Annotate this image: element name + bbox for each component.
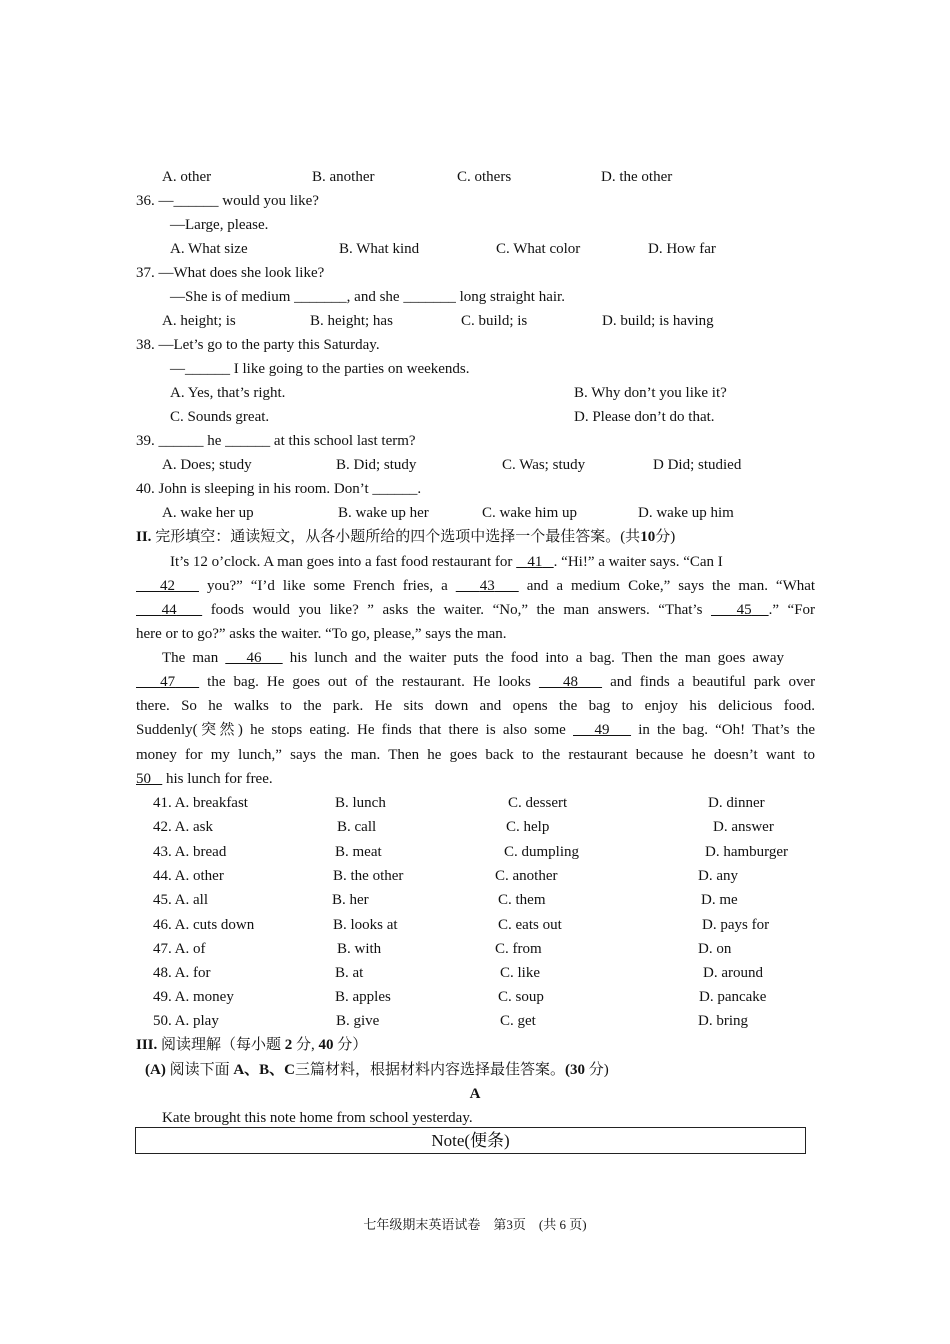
q36-option-c: C. What color bbox=[496, 241, 581, 257]
blank-46 bbox=[225, 650, 282, 666]
sub-a-text: 阅读下面 bbox=[169, 1062, 230, 1078]
passage-line-10 bbox=[136, 770, 273, 788]
cloze-43-d: D. hamburger bbox=[705, 844, 789, 860]
cloze-44-b: B. the other bbox=[333, 868, 404, 884]
passage-text: the bag. He goes out of the restaurant. He looks bbox=[207, 674, 531, 690]
cloze-48-d: D. around bbox=[703, 965, 763, 981]
cloze-42-b: B. call bbox=[337, 819, 377, 835]
cloze-50-a: 50. A. play bbox=[153, 1013, 219, 1029]
cloze-50-d: D. bring bbox=[698, 1013, 748, 1029]
cloze-41-a: 41. A. breakfast bbox=[153, 795, 248, 811]
blank-42 bbox=[136, 578, 199, 594]
passage-line-8 bbox=[136, 721, 815, 739]
passage-text: It’s 12 o’clock. A man goes into a fast food restaurant for bbox=[170, 554, 513, 570]
q37-option-d: D. build; is having bbox=[602, 313, 714, 329]
blank-43-number: 43 bbox=[479, 578, 495, 594]
q40-option-a: A. wake her up bbox=[162, 505, 254, 521]
cloze-45-c: C. them bbox=[498, 892, 546, 908]
section-3-mid: 分, bbox=[296, 1037, 315, 1053]
cloze-43-c: C. dumpling bbox=[504, 844, 580, 860]
cloze-47-c: C. from bbox=[495, 941, 542, 957]
q37-answer-line: —She is of medium _______, and she _______ long straight hair. bbox=[170, 289, 565, 305]
blank-46-number: 46 bbox=[246, 650, 262, 666]
cloze-46-c: C. eats out bbox=[498, 917, 562, 933]
section-2-unit: 分) bbox=[655, 529, 676, 545]
sub-a-points: (30 bbox=[565, 1062, 586, 1078]
passage-line-9: money for my lunch,” says the man. Then he goes back to the restaurant because he doesn’t want to bbox=[136, 747, 815, 763]
q36-option-a: A. What size bbox=[170, 241, 248, 257]
cloze-49-d: D. pancake bbox=[699, 989, 767, 1005]
blank-48-number: 48 bbox=[562, 674, 578, 690]
cloze-44-d: D. any bbox=[698, 868, 738, 884]
passage-text: and a medium Coke,” says the man. “What bbox=[526, 578, 816, 594]
blank-41-number: 41 bbox=[527, 554, 543, 570]
cloze-49-c: C. soup bbox=[498, 989, 544, 1005]
q40-option-b: B. wake up her bbox=[338, 505, 429, 521]
cloze-43-b: B. meat bbox=[335, 844, 382, 860]
q37-option-c: C. build; is bbox=[461, 313, 528, 329]
cloze-45-d: D. me bbox=[701, 892, 738, 908]
q39-option-b: B. Did; study bbox=[336, 457, 417, 473]
q37-option-b: B. height; has bbox=[310, 313, 393, 329]
cloze-49-b: B. apples bbox=[335, 989, 391, 1005]
cloze-47-b: B. with bbox=[337, 941, 382, 957]
cloze-48-a: 48. A. for bbox=[153, 965, 211, 981]
section-2-text: 完形填空：通读短文，从各小题所给的四个选项中选择一个最佳答案。(共 bbox=[155, 529, 641, 545]
cloze-48-c: C. like bbox=[500, 965, 540, 981]
sub-a-text-2: 三篇材料，根据材料内容选择最佳答案。 bbox=[295, 1062, 566, 1078]
cloze-41-c: C. dessert bbox=[508, 795, 568, 811]
section-2-heading bbox=[136, 528, 675, 546]
blank-47-number: 47 bbox=[160, 674, 176, 690]
passage-text: you?” “I’d like some French fries, a bbox=[206, 578, 448, 594]
passage-line-2 bbox=[136, 577, 815, 595]
section-2-points: 10 bbox=[640, 529, 656, 545]
q40-stem: 40. John is sleeping in his room. Don’t ______. bbox=[136, 481, 422, 497]
cloze-46-a: 46. A. cuts down bbox=[153, 917, 255, 933]
blank-49-number: 49 bbox=[594, 722, 610, 738]
cloze-45-b: B. her bbox=[332, 892, 369, 908]
passage-line-6 bbox=[136, 673, 815, 691]
q35-option-a: A. other bbox=[162, 169, 212, 185]
passage-line-4: here or to go?” asks the waiter. “To go, please,” says the man. bbox=[136, 626, 507, 642]
blank-43 bbox=[456, 578, 519, 594]
passage-line-5 bbox=[162, 649, 784, 667]
blank-47 bbox=[136, 674, 199, 690]
passage-text: his lunch for free. bbox=[166, 771, 273, 787]
passage-line-1 bbox=[170, 553, 723, 571]
q39-option-a: A. Does; study bbox=[162, 457, 252, 473]
cloze-45-a: 45. A. all bbox=[153, 892, 208, 908]
blank-48 bbox=[539, 674, 602, 690]
blank-45-number: 45 bbox=[736, 602, 752, 618]
q38-stem: 38. —Let’s go to the party this Saturday. bbox=[136, 337, 380, 353]
blank-42-number: 42 bbox=[159, 578, 175, 594]
blank-44 bbox=[136, 602, 202, 618]
q36-answer-line: —Large, please. bbox=[170, 217, 269, 233]
section-3-number: III. bbox=[136, 1037, 158, 1053]
q38-answer-line: —______ I like going to the parties on weekends. bbox=[170, 361, 470, 377]
q38-option-a: A. Yes, that’s right. bbox=[170, 385, 286, 401]
passage-a-intro: Kate brought this note home from school yesterday. bbox=[162, 1110, 473, 1126]
q36-option-d: D. How far bbox=[648, 241, 716, 257]
q39-stem: 39. ______ he ______ at this school last term? bbox=[136, 433, 416, 449]
sub-a-letters: A、B、C bbox=[233, 1062, 296, 1078]
section-3-unit: 分） bbox=[337, 1037, 368, 1053]
q38-option-d: D. Please don’t do that. bbox=[574, 409, 715, 425]
note-box bbox=[135, 1127, 806, 1154]
cloze-43-a: 43. A. bread bbox=[153, 844, 227, 860]
passage-text: and finds a beautiful park over bbox=[610, 674, 816, 690]
cloze-47-a: 47. A. of bbox=[153, 941, 206, 957]
note-title: Note(便条) bbox=[431, 1131, 510, 1150]
blank-41 bbox=[516, 554, 554, 570]
q35-option-b: B. another bbox=[312, 169, 375, 185]
cloze-48-b: B. at bbox=[335, 965, 364, 981]
cloze-42-d: D. answer bbox=[713, 819, 774, 835]
cloze-42-a: 42. A. ask bbox=[153, 819, 213, 835]
passage-line-7: there. So he walks to the park. He sits down and opens the bag to enjoy his delicious food. bbox=[136, 698, 815, 714]
q37-stem: 37. —What does she look like? bbox=[136, 265, 325, 281]
cloze-50-c: C. get bbox=[500, 1013, 536, 1029]
passage-text: The man bbox=[162, 650, 219, 666]
passage-text: his lunch and the waiter puts the food into a bag. Then the man goes away bbox=[289, 650, 785, 666]
q40-option-c: C. wake him up bbox=[482, 505, 577, 521]
q36-stem: 36. —______ would you like? bbox=[136, 193, 319, 209]
cloze-49-a: 49. A. money bbox=[153, 989, 234, 1005]
cloze-46-b: B. looks at bbox=[333, 917, 398, 933]
sub-a-heading bbox=[145, 1061, 609, 1079]
passage-text: .” “For bbox=[768, 602, 816, 618]
q35-option-d: D. the other bbox=[601, 169, 673, 185]
section-3-per-question-points: 2 bbox=[284, 1037, 293, 1053]
section-3-text: 阅读理解（每小题 bbox=[161, 1037, 282, 1053]
sub-a-unit: 分) bbox=[588, 1062, 609, 1078]
cloze-44-c: C. another bbox=[495, 868, 558, 884]
passage-text: foods would you like? ” asks the waiter. “No,” the man answers. “That’s bbox=[210, 602, 703, 618]
page-footer: 七年级期末英语试卷 第3页 (共 6 页) bbox=[363, 1217, 587, 1232]
cloze-44-a: 44. A. other bbox=[153, 868, 224, 884]
blank-50: 50 bbox=[136, 771, 151, 787]
q38-option-c: C. Sounds great. bbox=[170, 409, 270, 425]
q35-option-c: C. others bbox=[457, 169, 512, 185]
cloze-50-b: B. give bbox=[336, 1013, 380, 1029]
cloze-41-b: B. lunch bbox=[335, 795, 386, 811]
passage-line-3 bbox=[136, 601, 815, 619]
q39-option-c: C. Was; study bbox=[502, 457, 586, 473]
section-3-heading bbox=[136, 1036, 367, 1054]
section-2-number: II. bbox=[136, 529, 152, 545]
section-3-total-points: 40 bbox=[318, 1037, 334, 1053]
passage-text: in the bag. “Oh! That’s the bbox=[638, 722, 815, 738]
cloze-46-d: D. pays for bbox=[702, 917, 770, 933]
q39-option-d: D Did; studied bbox=[653, 457, 742, 473]
blank-50-line bbox=[151, 771, 162, 787]
q40-option-d: D. wake up him bbox=[638, 505, 734, 521]
cloze-47-d: D. on bbox=[698, 941, 732, 957]
q37-option-a: A. height; is bbox=[162, 313, 236, 329]
q38-option-b: B. Why don’t you like it? bbox=[574, 385, 727, 401]
blank-44-number: 44 bbox=[161, 602, 177, 618]
passage-text: Suddenly(突然) he stops eating. He finds that there is also some bbox=[136, 722, 566, 738]
sub-a-label: (A) bbox=[145, 1062, 166, 1078]
passage-a-title: A bbox=[469, 1086, 481, 1102]
blank-45 bbox=[711, 602, 769, 618]
cloze-41-d: D. dinner bbox=[708, 795, 765, 811]
blank-49 bbox=[573, 722, 631, 738]
q36-option-b: B. What kind bbox=[339, 241, 420, 257]
passage-text: . “Hi!” a waiter says. “Can I bbox=[553, 554, 723, 570]
cloze-42-c: C. help bbox=[506, 819, 550, 835]
